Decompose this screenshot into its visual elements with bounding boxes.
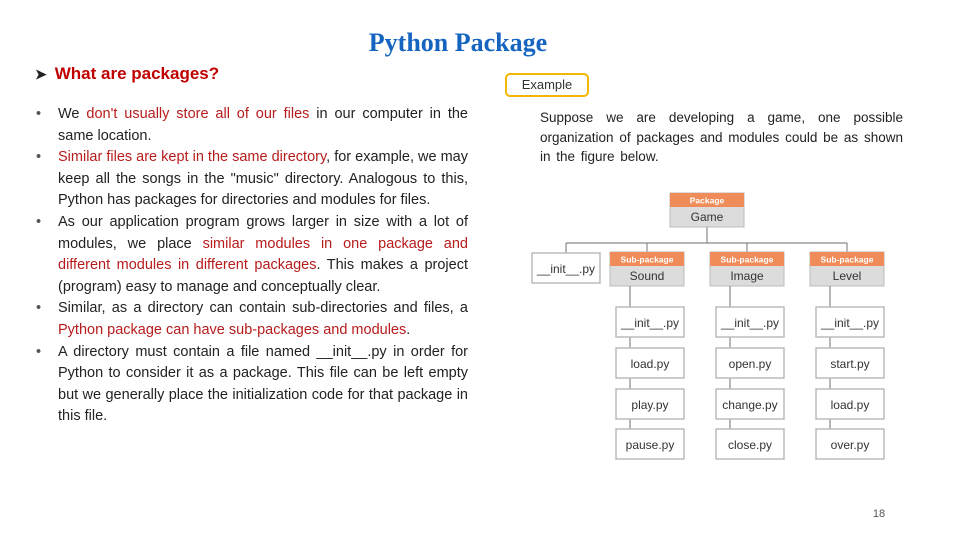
bullet-text: similar modules in one package and different modules in different packages: [58, 235, 468, 274]
sub-package-name: Image: [730, 269, 764, 283]
sub-package-tag: Sub-package: [620, 254, 674, 265]
bullet-dot-icon: •: [36, 300, 42, 317]
bullet-text: A directory must contain a file named __init__.py in order for Python to consider it as a package. This file can be left empty but we generally place the initialization code for that package in this file.: [58, 343, 468, 425]
sub-package-name: Level: [832, 269, 862, 283]
bullet-text: , for example, we may keep all the songs in the "music" directory. Analogous to this, Python has packages for directories and modules for files.: [58, 149, 468, 209]
bullet-dot-icon: •: [36, 149, 42, 166]
root-package-name: Game: [690, 210, 724, 224]
file-label: over.py: [830, 438, 870, 452]
section-heading-text: What are packages?: [54, 64, 220, 83]
bullet-text: .: [406, 321, 411, 338]
bullet-dot-icon: •: [36, 343, 42, 360]
file-label: pause.py: [625, 438, 675, 452]
bullet-dot-icon: •: [36, 106, 42, 122]
bullet-text: Python package can have sub-packages and modules: [58, 321, 407, 338]
file-label: __init__.py: [536, 262, 596, 276]
bullet-text: in our computer in the same location.: [58, 106, 468, 144]
sub-package-tag: Sub-package: [720, 254, 774, 265]
bullet-dot-icon: •: [36, 213, 42, 230]
file-label: change.py: [722, 398, 778, 412]
file-label: __init__.py: [820, 316, 880, 330]
bullet-text: . This makes a project (program) easy to manage and conceptually clear.: [58, 257, 468, 295]
arrow-bullet-icon: ➤: [35, 66, 47, 82]
sub-package-name: Sound: [629, 269, 665, 283]
file-label: close.py: [727, 438, 773, 452]
file-label: open.py: [728, 357, 772, 371]
file-label: __init__.py: [620, 316, 680, 330]
file-label: __init__.py: [720, 316, 780, 330]
bullet-text: Similar files are kept in the same directory: [58, 149, 327, 166]
file-label: load.py: [830, 398, 870, 412]
slide-title: Python Package: [368, 28, 548, 57]
file-label: load.py: [630, 357, 670, 371]
bullet-text: don't usually store all of our files: [86, 106, 310, 122]
bullet-text: As our application program grows larger in size with a lot of modules, we place: [58, 213, 468, 252]
sub-package-tag: Sub-package: [820, 254, 874, 265]
root-package-tag: Package: [689, 195, 725, 206]
example-description: Suppose we are developing a game, one possible organization of packages and modules could be as shown in the figure below.: [540, 110, 903, 164]
bullet-text: We: [58, 106, 87, 122]
bullet-text: Similar, as a directory can contain sub-directories and files, a: [58, 300, 468, 317]
example-button[interactable]: Example: [505, 73, 589, 97]
page-number: 18: [872, 508, 886, 520]
file-label: play.py: [631, 398, 669, 412]
file-label: start.py: [830, 357, 870, 371]
